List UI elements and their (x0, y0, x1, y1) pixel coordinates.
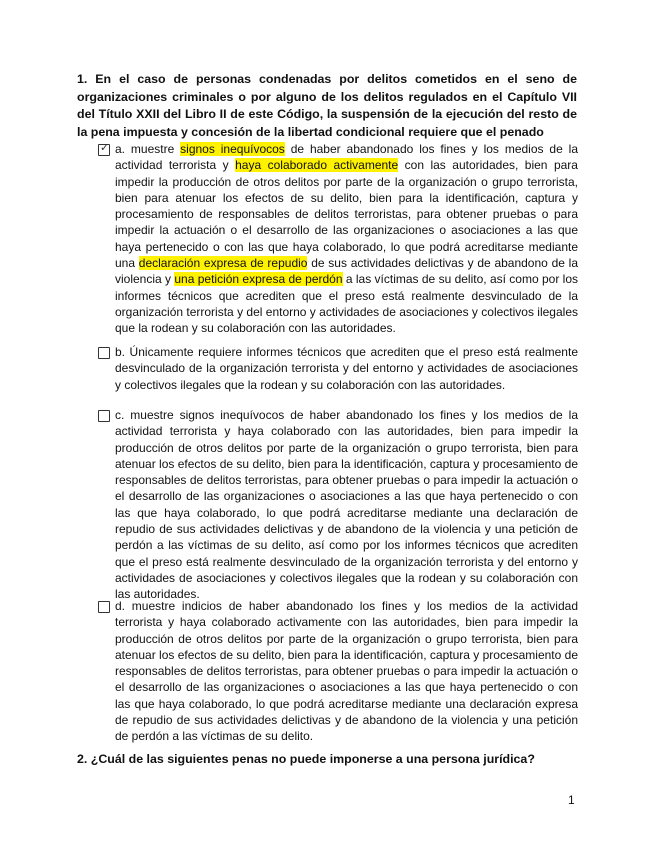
question-2-title: 2. ¿Cuál de las siguientes penas no puede imponerse a una persona jurídica? (77, 752, 535, 766)
page-number: 1 (568, 793, 575, 807)
option-a-highlight: signos inequívocos (180, 142, 285, 156)
option-a-seg-6: de sus actividades delictivas y de abandono de la violencia y (115, 256, 579, 287)
checkbox-option-b[interactable] (98, 347, 110, 359)
checkbox-option-d[interactable] (98, 601, 110, 613)
checkbox-option-c[interactable] (98, 410, 110, 422)
option-d-text: d. muestre indicios de haber abandonado los fines y los medios de la actividad terrorista y haya colaborado activamente con las autoridades, bien para impedir la producción de otros delitos por parte de la organización o grupo terrorista, bien para atenuar los efectos de su delito, bien para la identificación, captura y procesamiento de responsables de delitos terroristas, para obtener pruebas o para impedir la actuación o el desarrollo de las organizaciones o asociaciones a las que haya pertenecido o con las que haya colaborado, lo que podrá acreditarse mediante una declaración expresa de repudio de sus actividades delictivas y de abandono de la violencia y una petición de perdón a las víctimas de su delito. (115, 599, 578, 744)
option-a-text (115, 141, 578, 337)
option-a[interactable] (98, 141, 578, 337)
option-a-seg-0: a. muestre (115, 142, 181, 156)
option-a-highlight: haya colaborado activamente (235, 158, 399, 173)
option-a-seg-2: de haber abandonado los fines y los medios de la actividad terrorista y (115, 142, 579, 173)
checkbox-option-a[interactable] (98, 144, 110, 156)
option-c-text: c. muestre signos inequívocos de haber abandonado los fines y los medios de la actividad terrorista y haya colaborado con las autoridades, bien para impedir la producción de otros delitos por parte de la organización o grupo terrorista, bien para atenuar los efectos de su delito, bien para la identificación, captura y procesamiento de responsables de delitos terroristas, para obtener pruebas o para impedir la actuación o el desarrollo de las organizaciones o asociaciones a las que haya pertenecido o con las que haya colaborado, lo que podrá acreditarse mediante una declaración de repudio de sus actividades delictivas y de abandono de la violencia y una petición de perdón a las víctimas de su delito, así como por los informes técnicos que acrediten que el preso está realmente desvinculado de la organización terrorista y del entorno y actividades de asociaciones y colectivos ilegales que la rodean y su colaboración con las autoridades. (115, 408, 578, 602)
option-a-seg-8: a las víctimas de su delito, así como por los informes técnicos que acrediten que el preso está realmente desvinculado de la organización terrorista y del entorno y actividades de asociaciones y colectivos ilegales que la rodean y su colaboración con las autoridades. (115, 272, 578, 336)
option-a-seg-4: con las autoridades, bien para impedir la producción de otros delitos por parte de la organización o grupo terrorista, bien para atenuar los efectos de su delito, bien para la identificación, captura y procesamiento de responsables de delitos terroristas, para obtener pruebas o para impedir la actuación o el desarrollo de las organizaciones o asociaciones a las que haya pertenecido o con las que haya colaborado, lo que podrá acreditarse mediante una (115, 158, 578, 271)
option-d[interactable] (98, 598, 578, 745)
checkmark-icon: ✓ (100, 142, 110, 154)
option-a-highlight: una petición expresa de perdón (174, 272, 343, 287)
question-1-title: 1. En el caso de personas condenadas por delitos cometidos en el seno de organizaciones criminales o por alguno de los delitos regulados en el Capítulo VII del Título XXII del Libro II de este Código, la suspensión de la ejecución del resto de la pena impuesta y concesión de la libertad condicional requiere que el penado (77, 72, 577, 139)
option-a-highlight: declaración expresa de repudio (138, 256, 308, 271)
option-b-text: b. Únicamente requiere informes técnicos que acrediten que el preso está realmente desvinculado de la organización terrorista y del entorno y actividades de asociaciones y colectivos ilegales que la rodean y su colaboración con las autoridades. (115, 345, 578, 392)
option-c[interactable] (98, 407, 578, 603)
option-b[interactable] (98, 344, 578, 393)
